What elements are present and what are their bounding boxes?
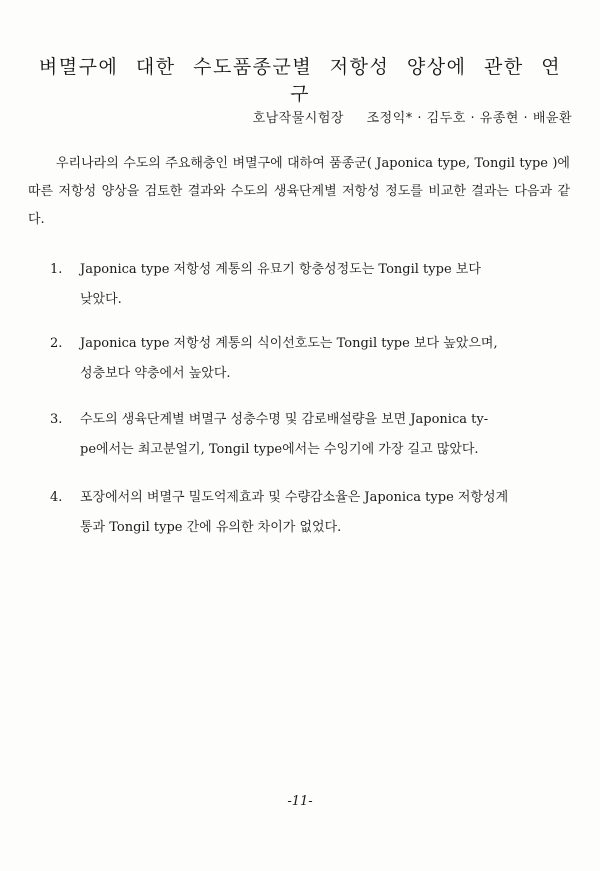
item-number: 4. bbox=[50, 490, 63, 505]
list-item bbox=[50, 255, 570, 315]
intro-text: 우리나라의 수도의 주요해충인 벼멸구에 대하여 품종군( Japonica type, Tongil type )에 따른 저항성 양상을 검토한 결과와 수도의 생육단계별 저항성 정도를 비교한 결과는 다음과 같다. bbox=[28, 156, 570, 227]
intro-paragraph bbox=[28, 150, 570, 234]
list-item bbox=[50, 483, 570, 543]
page-number: -11- bbox=[287, 794, 313, 809]
item-text: 수도의 생육단계별 벼멸구 성충수명 및 감로배설량을 보면 Japonica ty- bbox=[80, 412, 489, 427]
author-line bbox=[253, 107, 572, 126]
item-text: 포장에서의 벼멸구 밀도억제효과 및 수량감소율은 Japonica type 저항성계 bbox=[80, 490, 509, 505]
item-number: 3. bbox=[50, 412, 63, 427]
item-text: Japonica type 저항성 계통의 식이선호도는 Tongil type 보다 높았으며, bbox=[80, 336, 498, 351]
author-names: 조정익* · 김두호 · 유종현 · 배윤환 bbox=[366, 111, 572, 126]
item-text-continued: pe에서는 최고분얼기, Tongil type에서는 수잉기에 가장 길고 많았다. bbox=[80, 442, 479, 457]
list-item bbox=[50, 405, 570, 465]
item-number: 1. bbox=[50, 262, 63, 277]
item-number: 2. bbox=[50, 336, 63, 351]
item-text: Japonica type 저항성 계통의 유묘기 항충성정도는 Tongil type 보다 bbox=[80, 262, 481, 277]
institution: 호남작물시험장 bbox=[252, 111, 344, 126]
page-title: 벼멸구에 대한 수도품종군별 저항성 양상에 관한 연구 bbox=[38, 56, 562, 105]
item-text-continued: 성충보다 약충에서 높았다. bbox=[80, 366, 231, 381]
list-item bbox=[50, 329, 570, 389]
item-text-continued: 낮았다. bbox=[80, 292, 122, 307]
item-text-continued: 통과 Tongil type 간에 유의한 차이가 없었다. bbox=[80, 520, 342, 535]
